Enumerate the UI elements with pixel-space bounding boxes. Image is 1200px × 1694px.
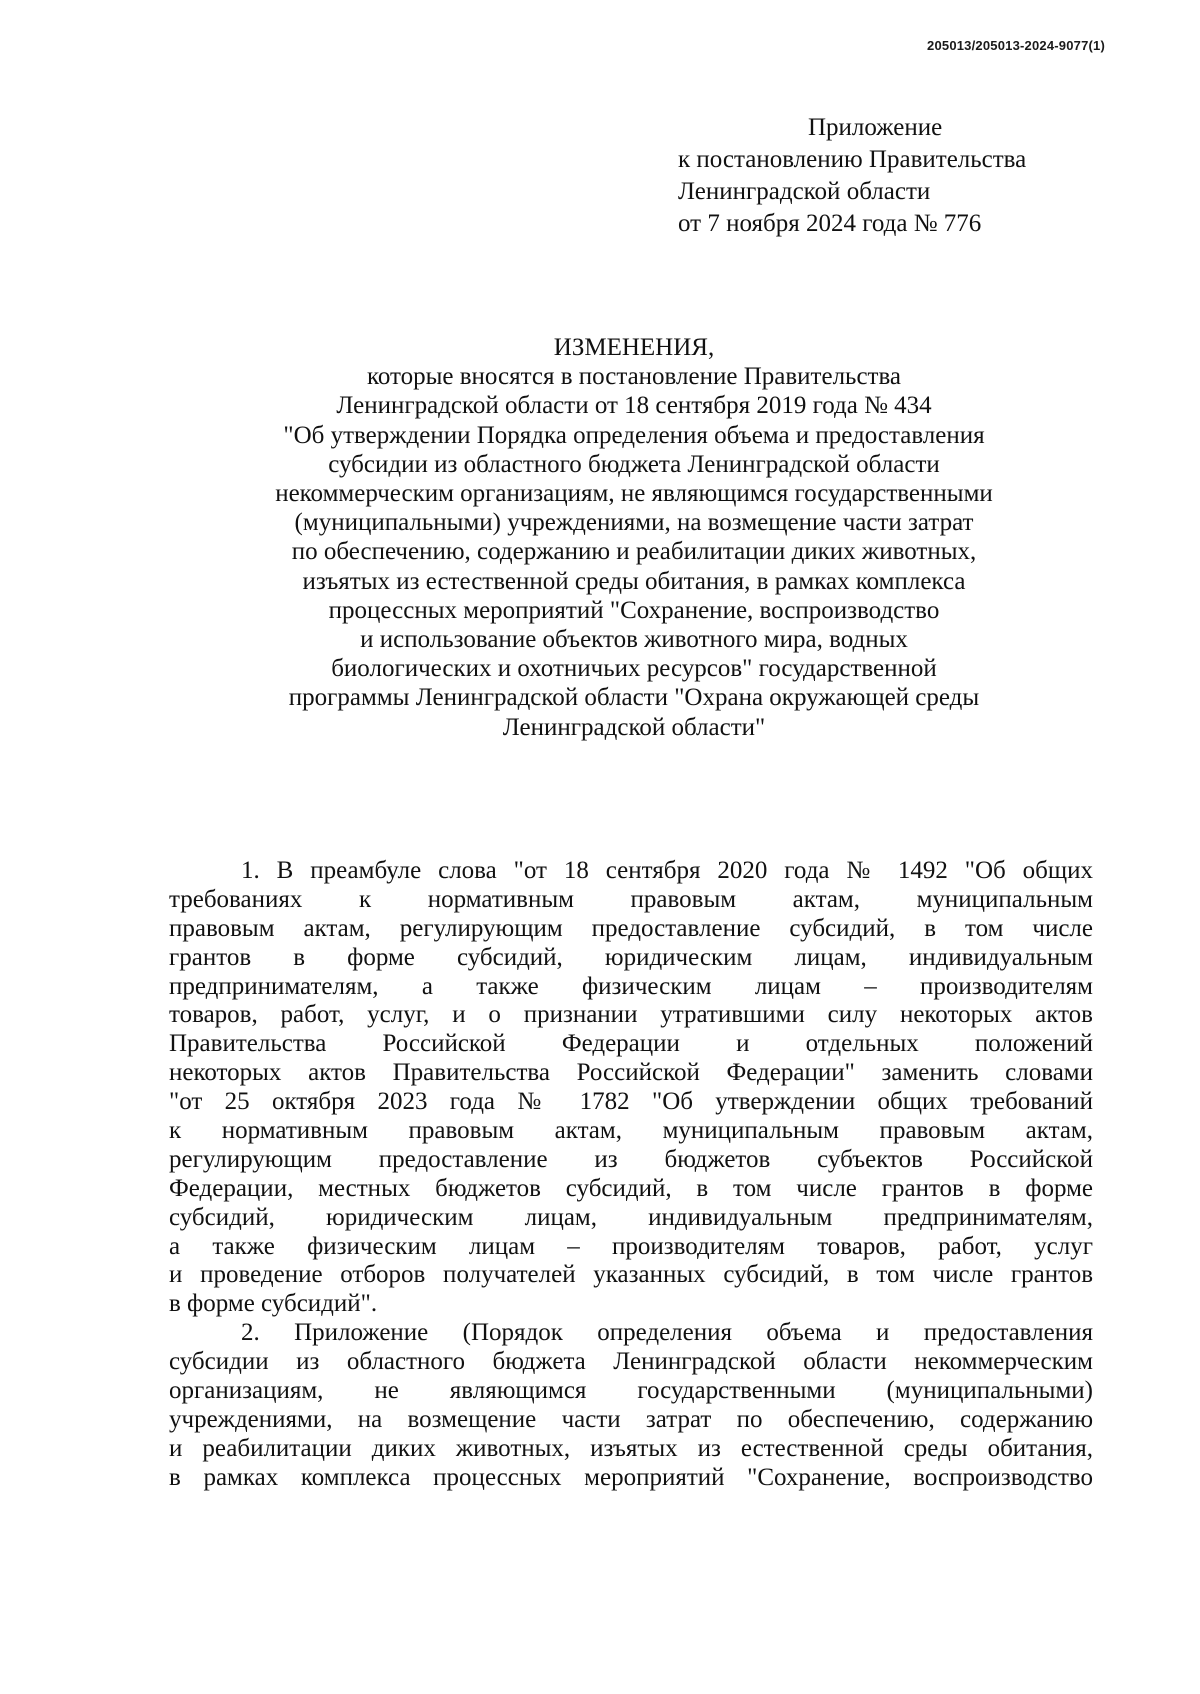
document-code: 205013/205013-2024-9077(1): [927, 38, 1105, 53]
appendix-line: к постановлению Правительства: [678, 146, 1027, 173]
title-line: по обеспечению, содержанию и реабилитации диких животных,: [291, 538, 977, 566]
paragraph-line: товаров, работ, услуг, и о признании утратившими силу некоторых актов: [169, 1001, 1093, 1029]
paragraph-line: 1. В преамбуле слова "от 18 сентября 2020 года № 1492 "Об общих: [241, 857, 1093, 884]
paragraph-line: в форме субсидий".: [169, 1290, 378, 1318]
paragraph-line: Федерации, местных бюджетов субсидий, в том числе грантов в форме: [169, 1174, 1093, 1202]
title-line: некоммерческим организациям, не являющимся государственными: [275, 480, 993, 508]
appendix-block: [678, 112, 1118, 240]
title-line: "Об утверждении Порядка определения объема и предоставления: [283, 421, 985, 449]
paragraph-line: субсидий, юридическим лицам, индивидуальным предпринимателям,: [169, 1203, 1093, 1231]
appendix-line: Ленинградской области: [678, 178, 931, 205]
appendix-line: Приложение: [808, 114, 943, 141]
appendix-line: от 7 ноября 2024 года № 776: [678, 210, 982, 237]
title-line: Ленинградской области от 18 сентября 2019 года № 434: [336, 392, 932, 420]
paragraph-line: и проведение отборов получателей указанных субсидий, в том числе грантов: [169, 1261, 1093, 1289]
title-line: Ленинградской области": [502, 713, 766, 741]
title-block: [175, 333, 1093, 742]
title-heading: ИЗМЕНЕНИЯ,: [553, 334, 715, 361]
paragraph-line: 2. Приложение (Порядок определения объема и предоставления: [241, 1319, 1093, 1347]
title-line: и использование объектов животного мира, водных: [360, 626, 908, 654]
paragraph-line: в рамках комплекса процессных мероприятий "Сохранение, воспроизводство: [169, 1463, 1093, 1491]
paragraph-line: грантов в форме субсидий, юридическим лицам, индивидуальным: [169, 943, 1093, 971]
title-line: которые вносятся в постановление Правительства: [366, 363, 902, 391]
paragraph-line: предпринимателям, а также физическим лицам – производителям: [169, 972, 1093, 1000]
document-body: [169, 857, 1093, 1493]
paragraph-line: субсидии из областного бюджета Ленинградской области некоммерческим: [169, 1348, 1093, 1376]
title-line: изъятых из естественной среды обитания, в рамках комплекса: [302, 567, 966, 595]
title-line: субсидии из областного бюджета Ленинградской области: [328, 450, 940, 478]
title-line: биологических и охотничьих ресурсов" государственной: [331, 655, 937, 683]
paragraph-2: [169, 1319, 1093, 1492]
paragraph-line: Правительства Российской Федерации и отдельных положений: [169, 1030, 1093, 1058]
paragraph-line: правовым актам, регулирующим предоставление субсидий, в том числе: [169, 914, 1093, 942]
title-line: процессных мероприятий "Сохранение, воспроизводство: [328, 596, 940, 624]
paragraph-line: к нормативным правовым актам, муниципальным правовым актам,: [169, 1117, 1093, 1145]
title-line: программы Ленинградской области "Охрана окружающей среды: [288, 684, 980, 712]
paragraph-line: требованиях к нормативным правовым актам, муниципальным: [169, 885, 1093, 913]
title-line: (муниципальными) учреждениями, на возмещение части затрат: [294, 509, 974, 537]
paragraph-line: "от 25 октября 2023 года № 1782 "Об утверждении общих требований: [169, 1088, 1093, 1116]
paragraph-1: [169, 857, 1093, 1319]
paragraph-line: учреждениями, на возмещение части затрат по обеспечению, содержанию: [169, 1405, 1093, 1433]
paragraph-line: организациям, не являющимся государственными (муниципальными): [169, 1377, 1093, 1405]
paragraph-line: а также физическим лицам – производителям товаров, работ, услуг: [169, 1232, 1093, 1260]
paragraph-line: некоторых актов Правительства Российской Федерации" заменить словами: [169, 1059, 1093, 1087]
paragraph-line: и реабилитации диких животных, изъятых из естественной среды обитания,: [169, 1434, 1093, 1462]
paragraph-line: регулирующим предоставление из бюджетов субъектов Российской: [169, 1145, 1093, 1173]
